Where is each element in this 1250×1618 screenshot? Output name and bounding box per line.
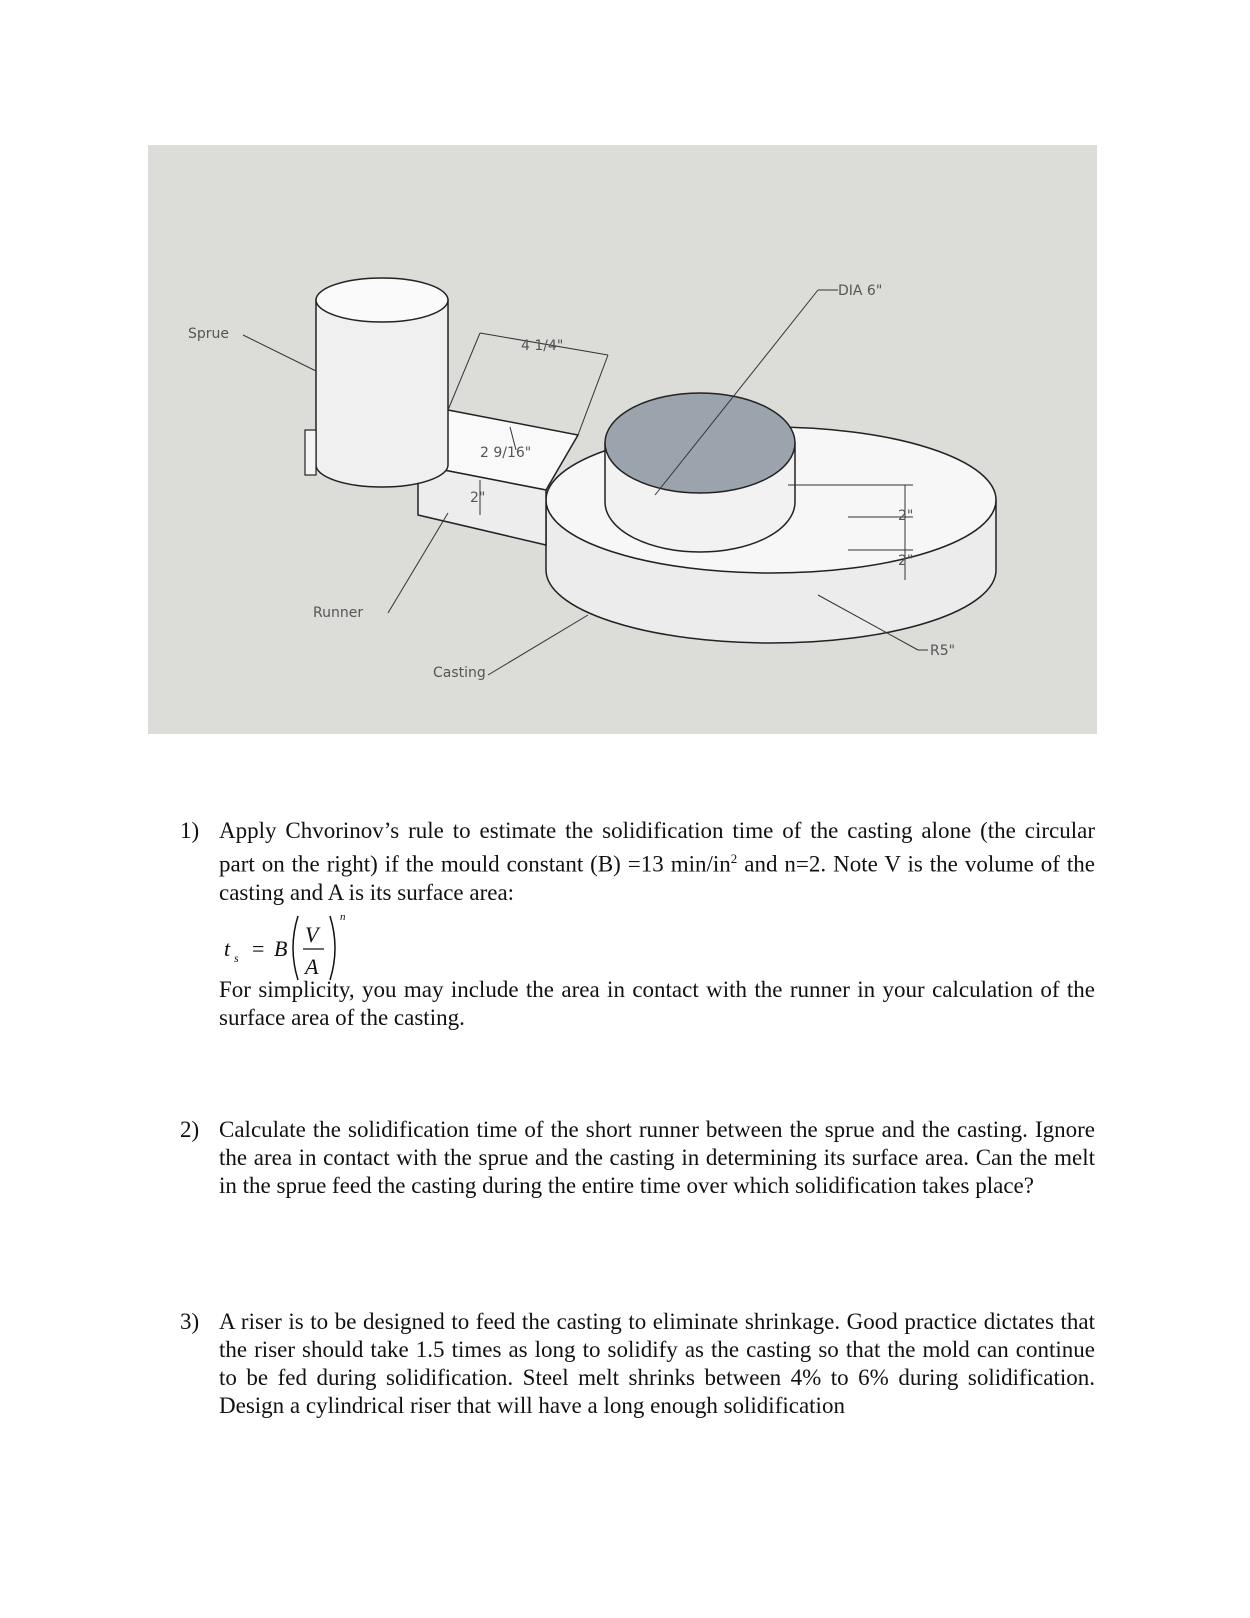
eq-numerator: V [305,922,319,947]
casting-top-cylinder [605,393,795,552]
eq-lhs-subscript: s [234,951,239,965]
eq-denominator: A [305,954,319,979]
sprue-cylinder [305,278,448,487]
top-height-dimension-label: 2" [898,508,914,524]
question-number: 2) [180,1117,200,1142]
runner-label: Runner [313,605,364,621]
chvorinov-equation [222,906,382,986]
eq-exponent: n [340,911,346,923]
question-1-note [180,976,1095,1032]
left-paren [293,916,298,980]
runner-height-dimension-label: 2" [470,490,486,506]
sprue-label: Sprue [188,326,230,342]
question-2 [180,1116,1095,1200]
eq-equals: = [252,936,265,961]
question-note-text: For simplicity, you may include the area in contact with the runner in your calculation of the surface area of the casting. [219,977,1095,1030]
superscript: 2 [730,851,738,866]
question-number: 3) [180,1309,200,1334]
right-paren [330,916,335,980]
question-1 [180,817,1095,907]
eq-coefficient: B [274,936,288,961]
casting-label: Casting [433,665,486,681]
question-text: Calculate the solidification time of the short runner between the sprue and the casting. Ignore the area in contact with the sprue and the casting in determining its surface area. Can the melt in the sprue feed the casting during the entire time over which solidification takes place? [219,1117,1095,1198]
casting-diagram [148,145,1097,734]
question-text: Apply Chvorinov’s rule to estimate the solidification time of the casting alone (the circular part on the right) if the mould constant (B) =13 $\min/in^2$ and n=2. Note V is the volume of the casting and A is its surface area: [219,818,1095,905]
base-height-dimension-label: 2" [898,553,914,569]
diameter-dimension-label: DIA 6" [838,283,883,299]
question-3 [180,1308,1095,1420]
question-text: A riser is to be designed to feed the casting to eliminate shrinkage. Good practice dictates that the riser should take 1.5 times as long to solidify as the casting so that the mold can continue to be fed during solidification. Steel melt shrinks between 4% to 6% during solidification. Design a cylindrical riser that will have a long enough solidification [219,1309,1095,1418]
width-dimension-label: 2 9/16" [480,445,532,461]
question-number: 1) [180,818,200,843]
length-dimension-label: 4 1/4" [521,338,564,354]
radius-dimension-label: R5" [930,643,956,659]
eq-lhs: t [224,936,231,961]
